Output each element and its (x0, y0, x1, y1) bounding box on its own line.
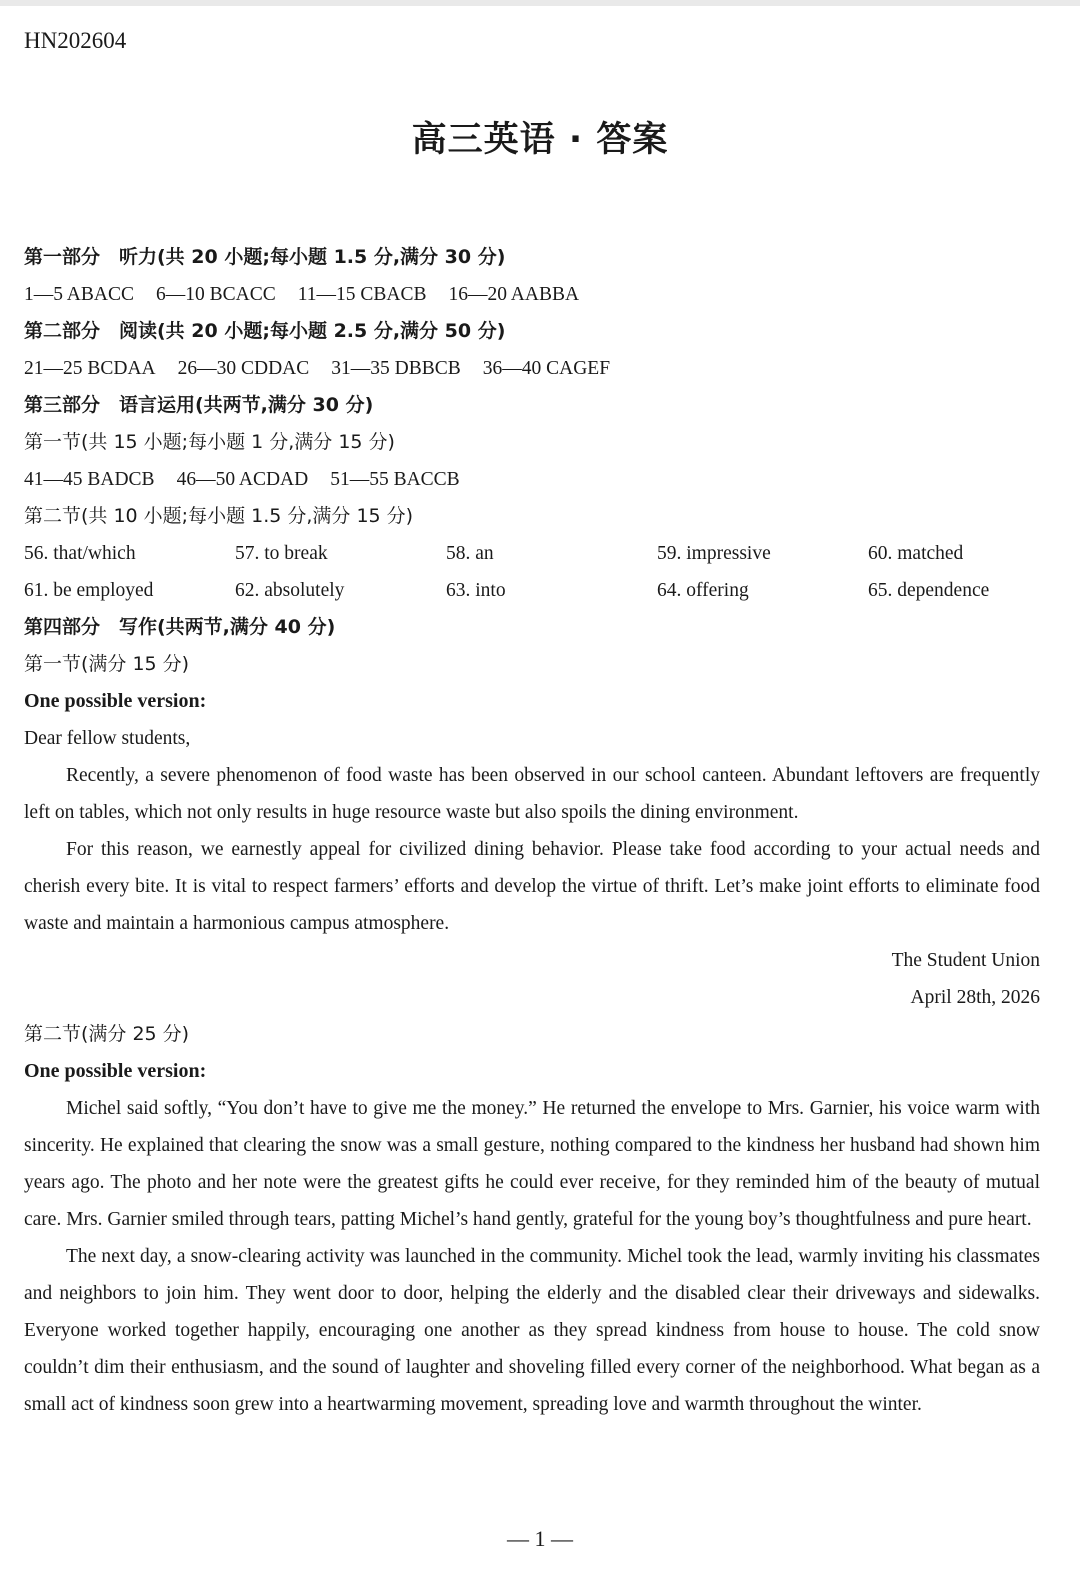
part1-heading: 第一部分 听力(共 20 小题;每小题 1.5 分,满分 30 分) (24, 246, 506, 268)
answer-item: 59. impressive (657, 543, 771, 564)
part4-sec1-heading: 第一节(满分 15 分) (24, 653, 190, 675)
story-paragraph: Michel said softly, “You don’t have to give me the money.” He returned the envelope to Mrs. Garnier, his voice warm with sincerity. He explained that clearing the snow was a small gesture, nothing compared to the kindness her husband had shown him years ago. The photo and her note were the greatest gifts he could ever receive, for they reminded him of the beauty of mutual care. Mrs. Garnier smiled through tears, patting Michel’s hand gently, grateful for the young boy’s thoughtfulness and pure heart. (24, 1098, 1040, 1230)
part3-sec2-answers (24, 535, 1040, 609)
top-border (0, 0, 1080, 6)
answer-group: 36—40 CAGEF (482, 358, 611, 379)
answer-item: 64. offering (657, 580, 749, 601)
part1-answers (24, 276, 1040, 313)
answer-item: 60. matched (868, 543, 964, 564)
answer-item: 65. dependence (868, 580, 990, 601)
part2-answers (24, 350, 1040, 387)
letter-greeting: Dear fellow students, (24, 728, 191, 749)
answer-group: 41—45 BADCB (24, 469, 155, 490)
answer-item: 56. that/which (24, 543, 136, 564)
answer-group: 31—35 DBBCB (331, 358, 461, 379)
answer-group: 46—50 ACDAD (176, 469, 309, 490)
part2-heading: 第二部分 阅读(共 20 小题;每小题 2.5 分,满分 50 分) (24, 320, 506, 342)
answer-item: 63. into (446, 580, 506, 601)
answer-group: 11—15 CBACB (297, 284, 427, 305)
answer-group: 51—55 BACCB (330, 469, 460, 490)
part4-heading: 第四部分 写作(共两节,满分 40 分) (24, 616, 336, 638)
answer-item: 57. to break (235, 543, 328, 564)
document-code: HN202604 (24, 28, 127, 53)
answer-content (24, 239, 1040, 1423)
letter-paragraph: For this reason, we earnestly appeal for civilized dining behavior. Please take food according to your actual needs and cherish every bite. It is vital to respect farmers’ efforts and develop the virtue of thrift. Let’s make joint efforts to eliminate food waste and maintain a harmonious campus atmosphere. (24, 839, 1040, 934)
answer-group: 1—5 ABACC (24, 284, 134, 305)
answer-group: 16—20 AABBA (448, 284, 580, 305)
letter-signature: The Student Union (891, 950, 1040, 971)
letter-paragraph: Recently, a severe phenomenon of food waste has been observed in our school canteen. Abundant leftovers are frequently left on tables, which not only results in huge resource waste but also spoils the dining environment. (24, 765, 1040, 823)
page-title: 高三英语 · 答案 (411, 120, 669, 160)
answer-item: 62. absolutely (235, 580, 345, 601)
story-paragraph: The next day, a snow-clearing activity was launched in the community. Michel took the lead, warmly inviting his classmates and neighbors to join him. They went door to door, helping the elderly and the disabled clear their driveways and sidewalks. Everyone worked together happily, encouraging one another as they spread kindness from house to house. The cold snow couldn’t dim their enthusiasm, and the sound of laughter and shoveling filled every corner of the neighborhood. What began as a small act of kindness soon grew into a heartwarming movement, spreading love and warmth throughout the winter. (24, 1246, 1040, 1415)
answer-group: 21—25 BCDAA (24, 358, 156, 379)
answer-group: 26—30 CDDAC (177, 358, 310, 379)
part3-sec1-heading: 第一节(共 15 小题;每小题 1 分,满分 15 分) (24, 431, 395, 453)
part3-sec1-answers (24, 461, 1040, 498)
letter-date: April 28th, 2026 (910, 987, 1040, 1008)
part4-sec2-heading: 第二节(满分 25 分) (24, 1023, 190, 1045)
sample-label: One possible version: (24, 1060, 207, 1082)
part3-heading: 第三部分 语言运用(共两节,满分 30 分) (24, 394, 374, 416)
part3-sec2-heading: 第二节(共 10 小题;每小题 1.5 分,满分 15 分) (24, 505, 414, 527)
answer-group: 6—10 BCACC (155, 284, 276, 305)
answer-item: 61. be employed (24, 580, 154, 601)
answer-item: 58. an (446, 543, 494, 564)
page-number: — 1 — (507, 1526, 573, 1551)
sample-label: One possible version: (24, 690, 207, 712)
